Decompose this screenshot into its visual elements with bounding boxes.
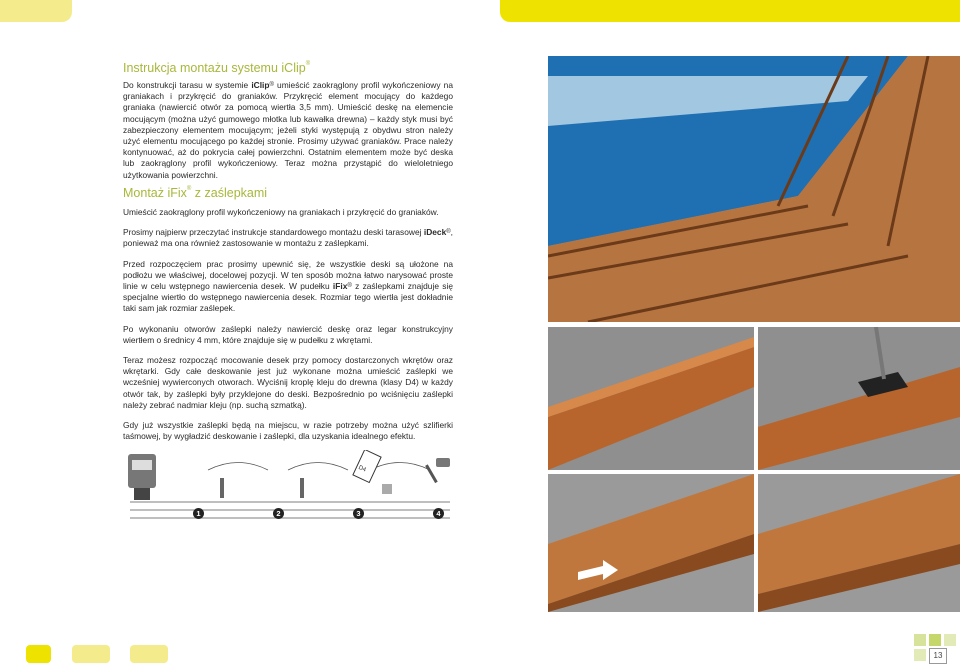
paragraph: Gdy już wszystkie zaślepki będą na miejscu, w razie potrzeby można użyć szlifierki taśmowej, by wygładzić deskowanie i zaślepki, dla uzyskania idealnego efektu. [123, 420, 453, 442]
router-tool-icon [128, 454, 156, 500]
paragraph: Przed rozpoczęciem prac prosimy upewnić się, że wszystkie deski są ułożone na podłożu we właściwej, docelowej pozycji. W ten sposób można łatwo narysować proste linie w celu wstępnego nawiercenia desek. W pudełku iFix® z zaślepkami znajduje się specjalne wiertło do wstępnego nawiercenia desek. Rozmiar tego wiertła jest dokładnie taki sam jak rozmiar zaślepek. [123, 258, 454, 314]
footer-square [914, 634, 926, 646]
footer-bar-3 [130, 645, 168, 663]
svg-text:D4: D4 [357, 464, 367, 474]
section-body-iclip [123, 80, 453, 190]
paragraph: Po wykonaniu otworów zaślepki należy nawiercić deskę oraz legar konstrukcyjny wiertłem o średnicy 4 mm, które znajduje się w pudełku z wkrętami. [123, 323, 453, 345]
drill-bit-icon [220, 478, 224, 498]
step-2-number: 2 [273, 508, 284, 519]
paragraph: Prosimy najpierw przeczytać instrukcje standardowego montażu deski tarasowej iDeck®, ponieważ ma ona również zastosowanie w montażu z zaślepkami. [123, 227, 453, 249]
paragraph: Do konstrukcji tarasu w systemie iClip® umieścić zaokrąglony profil wykończeniowy na graniakach i przykręcić do graniaków. Przykręcić element mocujący do każdego graniaka (nawiercić otwór za pomocą wiertła 3,5 mm). Umieścić deskę na elemencie mocującym (można użyć gumowego młotka lub kawałka drewna) – każdy styk musi być zabezpieczony elementem mocującym; jeżeli styki występują z obydwu stron należy użyć elementu mocującego po każdej stronie. Prosimy używać graniaków. Prace należy kontynuować, aż do pokrycia całej powierzchni. Ostatnim elementem może być deska lub zaokrąglony profil wykończeniowy. Teraz można przystąpić do wieloletniego użytkowania powierzchni. [123, 80, 453, 180]
footer-bar-1 [26, 645, 51, 663]
photo-pool-deck [548, 56, 960, 322]
footer-square [944, 634, 956, 646]
header-tab-left [0, 0, 72, 22]
section-body-ifix [123, 207, 453, 451]
photo-profile-edge [548, 327, 754, 470]
installation-diagram [120, 450, 460, 530]
paragraph: Teraz możesz rozpocząć mocowanie desek przy pomocy dostarczonych wkrętów oraz wkrętarki. Gdy całe deskowanie jest już wykonane można umieścić zaślepki we wcześniej wywierconych otworach. Wyciśnij kroplę kleju do drewna (klasy D4) w każdy otwór tak, by zaślepki były przyklejone do deski. Bezpośrednio po wciśnięciu zaślepki należy zebrać nadmiar kleju (np. suchą szmatką). [123, 355, 453, 410]
header-tab-right [500, 0, 960, 22]
page-number: 13 [929, 648, 947, 664]
plug-icon [382, 484, 392, 494]
step-4-number: 4 [433, 508, 444, 519]
section-title-ifix: Montaż iFix® z zaślepkami [123, 186, 268, 200]
photo-board-insert [548, 474, 754, 612]
footer-bar-2 [72, 645, 110, 663]
hammer-icon [425, 458, 450, 483]
screw-icon [300, 478, 304, 498]
step-1-number: 1 [193, 508, 204, 519]
paragraph: Umieścić zaokrąglony profil wykończeniowy na graniakach i przykręcić do graniaków. [123, 207, 439, 217]
step-3-number: 3 [353, 508, 364, 519]
footer-square [929, 634, 941, 646]
footer-square [914, 649, 926, 661]
glue-bottle-icon [353, 450, 381, 482]
photo-clip-fixing [758, 327, 960, 470]
section-title-iclip: Instrukcja montażu systemu iClip® [123, 61, 311, 75]
diagram-illustration [120, 450, 460, 530]
photo-board-fitted [758, 474, 960, 612]
